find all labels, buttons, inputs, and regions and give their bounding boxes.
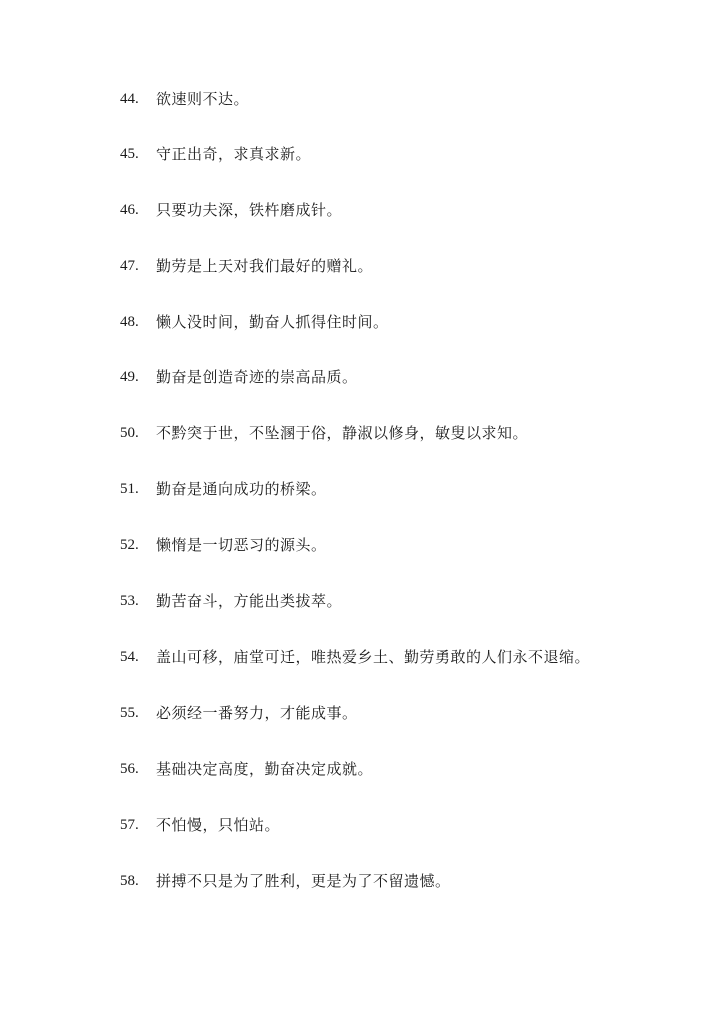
list-item (120, 421, 528, 445)
item-number: 48. (120, 314, 139, 330)
item-text: 必须经一番努力，才能成事。 (156, 704, 358, 722)
item-number: 56. (120, 761, 139, 777)
list-item (120, 365, 358, 389)
item-text: 基础决定高度，勤奋决定成就。 (156, 760, 374, 778)
item-text: 懒人没时间，勤奋人抓得住时间。 (156, 313, 389, 331)
list-item (120, 869, 451, 893)
list-item (120, 533, 327, 557)
list-item (120, 142, 311, 166)
item-number: 53. (120, 593, 139, 609)
item-text: 守正出奇，求真求新。 (156, 145, 312, 163)
item-text: 欲速则不达。 (156, 90, 250, 108)
list-item (120, 645, 590, 669)
list-item (120, 254, 373, 278)
list-item (120, 310, 389, 334)
item-number: 46. (120, 202, 139, 218)
item-number: 57. (120, 817, 139, 833)
list-item (120, 813, 280, 837)
item-number: 52. (120, 537, 139, 553)
item-number: 47. (120, 258, 139, 274)
item-number: 49. (120, 369, 139, 385)
item-text: 拼搏不只是为了胜利，更是为了不留遗憾。 (156, 872, 451, 890)
item-number: 55. (120, 705, 139, 721)
list-item (120, 87, 249, 111)
item-text: 盖山可移，庙堂可迁，唯热爱乡土、勤劳勇敢的人们永不退缩。 (156, 648, 591, 666)
item-text: 不黔突于世，不坠溷于俗，静淑以修身，敏叟以求知。 (156, 424, 529, 442)
list-item (120, 701, 358, 725)
item-number: 54. (120, 649, 139, 665)
list-item (120, 589, 342, 613)
item-text: 只要功夫深，铁杵磨成针。 (156, 201, 343, 219)
item-number: 50. (120, 425, 139, 441)
item-text: 懒惰是一切恶习的源头。 (156, 536, 327, 554)
list-item (120, 757, 373, 781)
item-number: 58. (120, 873, 139, 889)
item-number: 45. (120, 146, 139, 162)
item-text: 勤劳是上天对我们最好的赠礼。 (156, 257, 374, 275)
item-number: 44. (120, 91, 139, 107)
item-text: 勤苦奋斗，方能出类拔萃。 (156, 592, 343, 610)
list-item (120, 198, 342, 222)
item-text: 勤奋是创造奇迹的崇高品质。 (156, 368, 358, 386)
item-number: 51. (120, 481, 139, 497)
item-text: 勤奋是通向成功的桥梁。 (156, 480, 327, 498)
item-text: 不怕慢，只怕站。 (156, 816, 281, 834)
list-item (120, 477, 327, 501)
